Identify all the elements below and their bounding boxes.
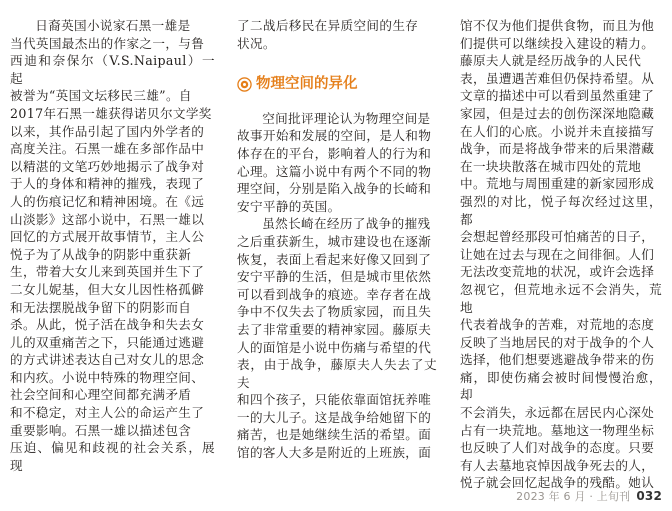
- page-footer: [516, 488, 662, 504]
- continued-paragraph: 馆不仅为他们提供食物，而且为他 们提供可以继续投入建设的精力。 藤原夫人就是经历战争的人民代 表，虽遭遇苦难但仍保持希望。从 文章的描述中可以看到虽然重建了 家园，但是过去的创伤深深地隐藏 在人们的心底。小说并未直接描写 战争，而是将战争带来的后果潜藏 在一块块散落在城市四处的荒地 中。荒地与周围重建的新家园形成 强烈的对比，悦子每次经过这里，都 会想起曾经那段可怕痛苦的日子， 让她在过去与现在之间徘徊。人们 无法改变荒地的状况，或许会选择 忽视它，但荒地永远不会消失，荒地 代表着战争的苦难，对荒地的态度 反映了当地居民的对于战争的个人 选择，他们想要逃避战争带来的伤 痛，即使伤痛会被时间慢慢治愈，却 不会消失，永远都在居民内心深处 占有一块荒地。墓地这一物理坐标 也反映了人们对战争的态度。只要 有人去墓地哀悼因战争死去的人， 悦子就会回忆起战争的残酷。她认: [460, 18, 662, 491]
- continued-paragraph: 了二战后移民在异质空间的生存 状况。: [237, 18, 419, 51]
- section-heading: [237, 76, 437, 94]
- article-column-middle: [237, 17, 437, 462]
- body-paragraph: 日裔英国小说家石黑一雄是 当代英国最杰出的作家之一，与鲁 西迪和奈保尔（V.S.Naipaul）一起 被誉为“英国文坛移民三雄”。自 2017年石黑一雄获得诺贝尔文学奖 以来，其作品引起了国内外学者的 高度关注。石黑一雄在多部作品中 以精湛的文笔巧妙地揭示了战争对 于人的身体和精神的摧残，表现了 人的伤痕记忆和精神困境。在《远 山淡影》这部小说中，石黑一雄以 回忆的方式展开故事情节，主人公 悦子为了从战争的阴影中重获新 生，带着大女儿来到英国并生下了 二女儿妮基，但大女儿因性格孤僻 和无法摆脱战争留下的阴影而自 杀。从此，悦子活在战争和失去女 儿的双重痛苦之下，只能通过逃避 的方式讲述表达自己对女儿的思念 和内疚。小说中特殊的物理空间、 社会空间和心理空间都充满矛盾 和不稳定，对主人公的命运产生了 重要影响。石黑一雄以描述包含 压迫、偏见和歧视的社会关系，展现: [10, 18, 215, 473]
- page-number: 032: [636, 489, 662, 503]
- article-column-right: [460, 17, 662, 492]
- body-paragraph: 虽然长崎在经历了战争的摧残 之后重获新生，城市建设也在逐渐 恢复，表面上看起来好像又回到了 安宁平静的生活，但是城市里依然 可以看到战争的痕迹。幸存者在战 争中不仅失去了物质家园，而且失 去了非常重要的精神家园。藤原夫 人的面馆是小说中伤痛与希望的代 表，由于战争，藤原夫人失去了丈夫 和四个孩子，只能依靠面馆抚养唯 一的大儿子。这是战争给她留下的 痛苦，也是她继续生活的希望。面 馆的客人大多是附近的上班族，面: [237, 216, 437, 461]
- target-circle-icon: [237, 77, 252, 92]
- issue-label: 2023 年 6 月 · 上旬刊: [516, 490, 631, 503]
- article-column-left: [10, 17, 215, 474]
- section-heading-text: 物理空间的异化: [256, 76, 358, 93]
- body-paragraph: 空间批评理论认为物理空间是 故事开始和发展的空间，是人和物 体存在的平台，影响着人的行为和 心理。这篇小说中有两个不同的物 理空间，分别是陷入战争的长崎和 安宁平静的英国。: [237, 110, 432, 214]
